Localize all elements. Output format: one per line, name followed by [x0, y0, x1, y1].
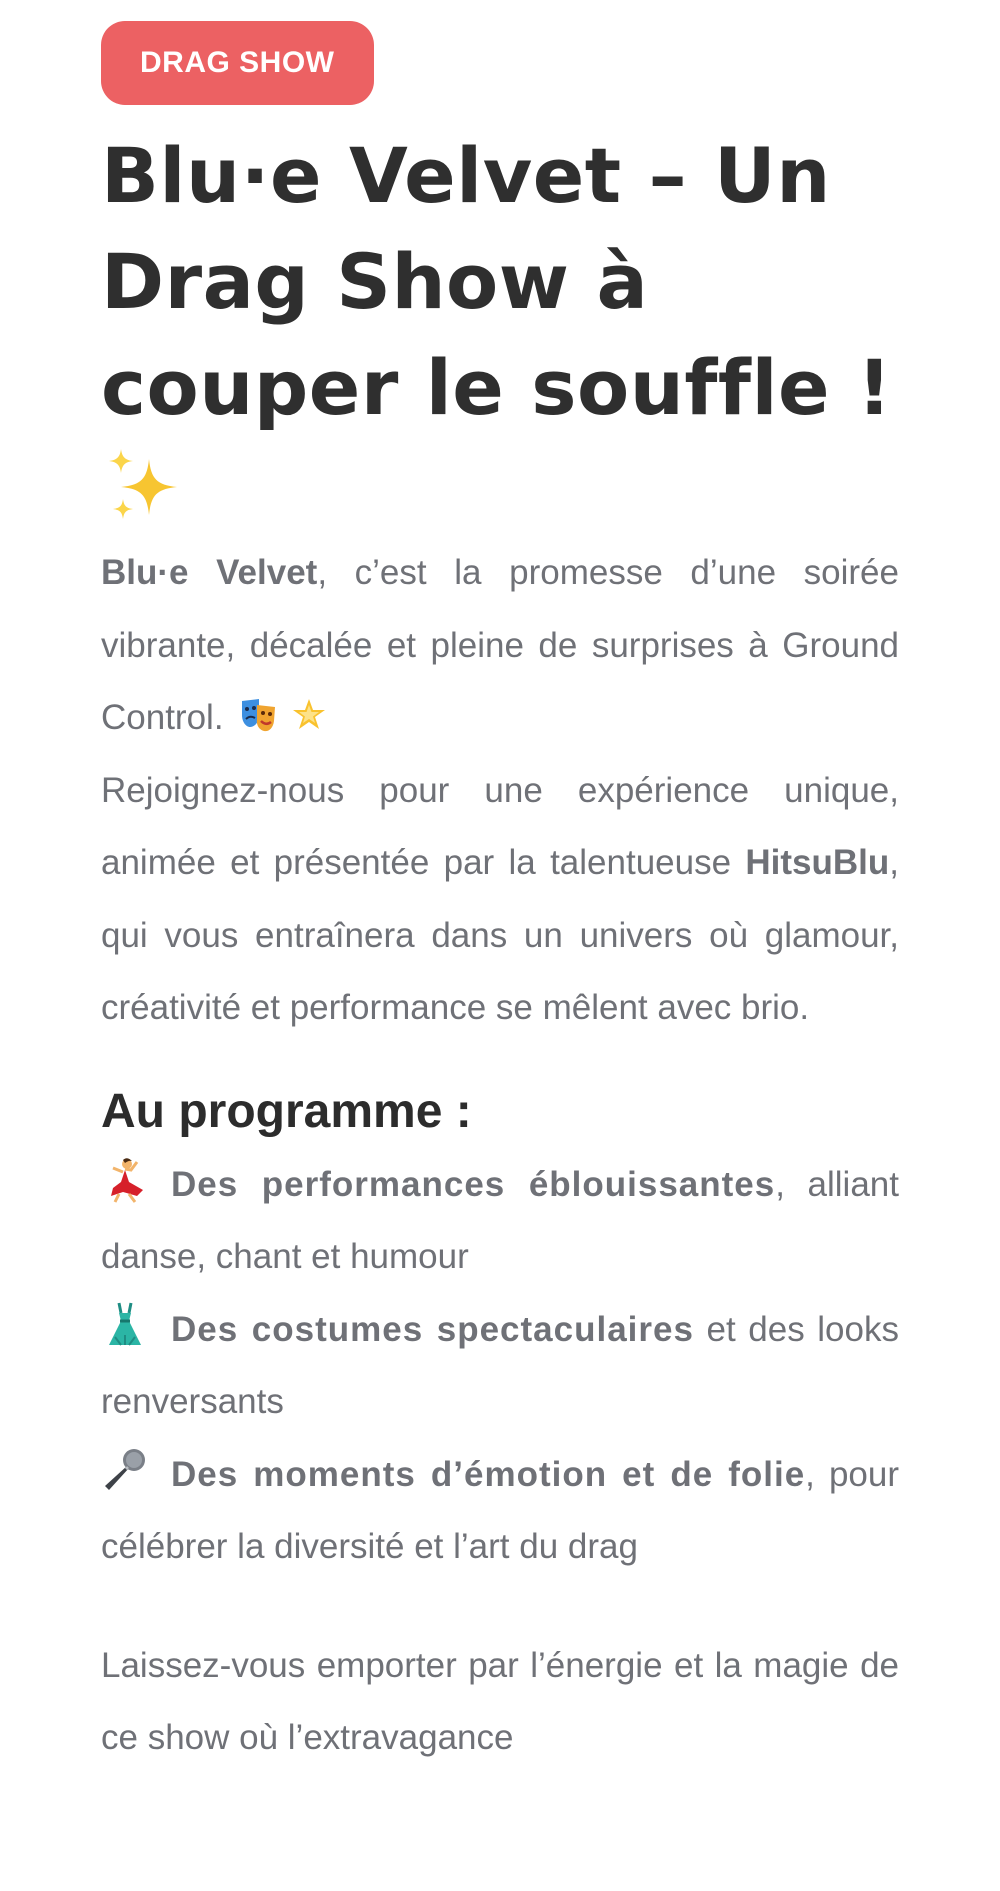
host-text-after: , qui vous entraînera dans un univers où glamour, créativité et performance se mêlent avec brio.	[101, 843, 899, 1027]
glowing-star-icon	[289, 688, 329, 728]
article	[101, 0, 899, 1775]
program-item-bold: Des moments d’émotion et de folie	[171, 1454, 806, 1494]
closing-paragraph	[101, 1630, 899, 1775]
intro-paragraph	[101, 537, 899, 755]
program-item	[101, 1439, 899, 1584]
show-name: Blu·e Velvet	[101, 553, 318, 592]
host-name: HitsuBlu	[745, 843, 890, 882]
article-title-text: Blu·e Velvet – Un Drag Show à couper le souffle !	[101, 131, 893, 432]
program-heading: Au programme :	[101, 1084, 472, 1138]
article-title	[101, 123, 899, 441]
program-item-text: , alliant danse, chant et humour	[101, 1164, 899, 1276]
program-item-text: et des looks renversants	[101, 1309, 899, 1421]
dress-icon	[101, 1301, 149, 1349]
spacer	[101, 1584, 899, 1624]
program-item	[101, 1294, 899, 1439]
theater-masks-icon	[239, 688, 279, 728]
category-tag[interactable]	[101, 21, 374, 105]
program-list	[101, 1149, 899, 1584]
program-item-text: , pour célébrer la diversité et l’art du drag	[101, 1454, 899, 1566]
sparkles-icon	[101, 445, 899, 531]
program-item	[101, 1149, 899, 1294]
dancer-icon	[101, 1156, 149, 1204]
intro-text: , c’est la promesse d’une soirée vibrante, décalée et pleine de surprises à Ground Control.	[101, 553, 899, 737]
closing-text: Laissez-vous emporter par l’énergie et la magie de ce show où l’extravagance	[101, 1645, 899, 1757]
host-paragraph	[101, 755, 899, 1045]
program-item-bold: Des costumes spectaculaires	[171, 1309, 694, 1349]
category-tag-label: DRAG SHOW	[140, 46, 335, 79]
microphone-icon	[101, 1446, 149, 1494]
host-text-before: Rejoignez-nous pour une expérience unique, animée et présentée par la talentueuse	[101, 770, 899, 882]
program-item-bold: Des performances éblouissantes	[171, 1164, 776, 1204]
